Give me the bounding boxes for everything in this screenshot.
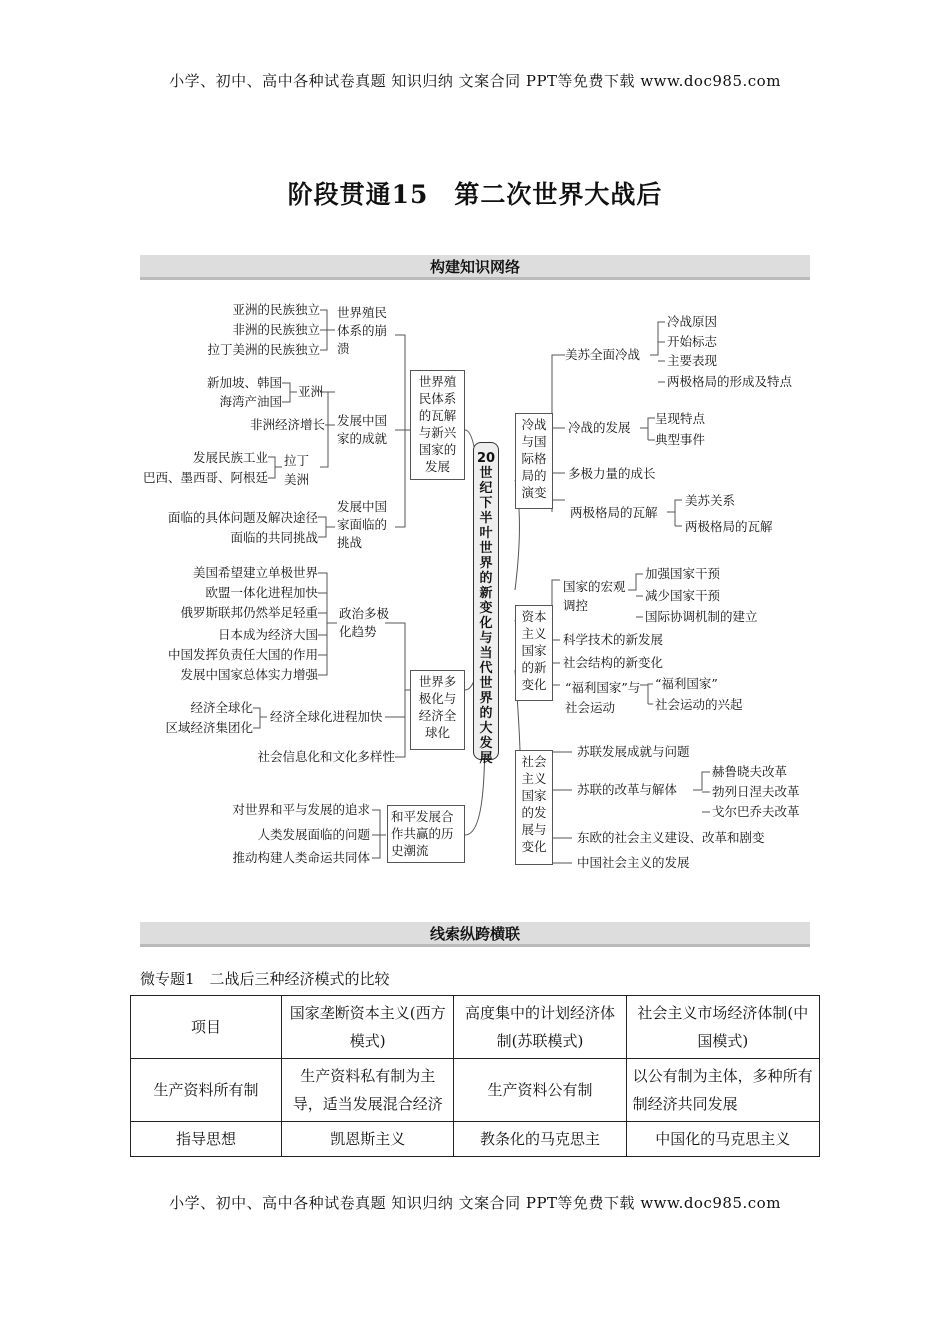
right-item: 典型事件: [655, 432, 706, 447]
right-sub: 美苏全面冷战: [565, 347, 641, 362]
left-item: 美国希望建立单极世界: [192, 565, 318, 580]
left-item: 人类发展面临的问题: [257, 827, 370, 842]
left-item: 巴西、墨西哥、阿根廷: [142, 470, 268, 485]
left-item: 社会信息化和文化多样性: [257, 749, 395, 764]
left-branch-multipolar: 世界多极化与经济全球化: [410, 670, 465, 750]
table-header-cell: 高度集中的计划经济体制(苏联模式): [454, 996, 626, 1059]
right-item: 开始标志: [667, 334, 718, 349]
right-sub: 两极格局的瓦解: [570, 505, 658, 520]
left-item: 非洲的民族独立: [232, 322, 320, 337]
left-item: 新加坡、韩国: [206, 375, 282, 390]
right-sub: 苏联发展成就与问题: [577, 744, 690, 759]
table-row: [131, 1059, 820, 1122]
left-item: 欧盟一体化进程加快: [205, 585, 318, 600]
table-cell: 生产资料公有制: [454, 1059, 626, 1122]
right-sub: 冷战的发展: [568, 420, 631, 435]
left-latam: 拉丁美洲: [284, 453, 310, 487]
table-cell: 指导思想: [131, 1122, 282, 1157]
left-branch-peace: 和平发展合作共赢的历史潮流: [387, 805, 465, 863]
right-sub: 苏联的改革与解体: [577, 782, 678, 797]
table-cell: 教条化的马克思主: [454, 1122, 626, 1157]
table-header-cell: 项目: [131, 996, 282, 1059]
right-branch-capitalism: 资本主义国家的新变化: [515, 605, 553, 701]
section-banner-links: 线索纵跨横联: [140, 922, 810, 947]
right-item: 戈尔巴乔夫改革: [712, 804, 800, 819]
left-item: 面临的具体问题及解决途径: [167, 510, 318, 525]
left-item: 区域经济集团化: [165, 720, 253, 735]
subtopic-title: 微专题1 二战后三种经济模式的比较: [140, 970, 390, 988]
right-item: 加强国家干预: [645, 566, 721, 581]
table-cell: 生产资料所有制: [131, 1059, 282, 1122]
left-sub-multipolar: 政治多极化趋势: [339, 606, 390, 639]
left-item: 中国发挥负责任大国的作用: [167, 647, 318, 662]
left-item: 经济全球化: [190, 700, 253, 715]
page-title: 阶段贯通15 第二次世界大战后: [287, 180, 663, 209]
left-item: 面临的共同挑战: [230, 530, 318, 545]
right-sub: 社会结构的新变化: [563, 655, 664, 670]
right-sub: 科学技术的新发展: [563, 632, 664, 647]
left-sub-achievement: 发展中国家的成就: [337, 413, 388, 446]
left-item: 日本成为经济大国: [217, 627, 318, 642]
left-sub-challenge: 发展中国家面临的挑战: [337, 499, 388, 550]
left-item: 俄罗斯联邦仍然举足轻重: [180, 605, 318, 620]
table-header-row: [131, 996, 820, 1059]
right-sub: 国家的宏观调控: [563, 579, 626, 613]
right-sub: “福利国家”与社会运动: [565, 680, 641, 715]
right-item: 冷战原因: [667, 314, 718, 329]
table-cell: 生产资料私有制为主导，适当发展混合经济: [282, 1059, 454, 1122]
left-item: 拉丁美洲的民族独立: [207, 342, 320, 357]
table-cell: 中国化的马克思主义: [626, 1122, 819, 1157]
right-item: 国际协调机制的建立: [645, 609, 758, 624]
section-banner-network: 构建知识网络: [140, 255, 810, 280]
right-item: 主要表现: [667, 353, 718, 368]
page-footer: 小学、初中、高中各种试卷真题 知识归纳 文案合同 PPT等免费下载 www.doc985.com: [169, 1194, 781, 1212]
right-sub: 东欧的社会主义建设、改革和剧变: [577, 830, 765, 845]
right-item: “福利国家”: [655, 676, 718, 691]
page-header: 小学、初中、高中各种试卷真题 知识归纳 文案合同 PPT等免费下载 www.doc985.com: [169, 72, 781, 90]
left-sub-globalization: 经济全球化进程加快: [270, 709, 383, 724]
table-row: [131, 1122, 820, 1157]
left-sub-collapse: 世界殖民体系的崩溃: [337, 305, 388, 356]
left-item: 发展中国家总体实力增强: [180, 667, 318, 682]
right-item: 美苏关系: [685, 493, 736, 508]
right-branch-socialism: 社会主义国家的发展与变化: [515, 750, 553, 865]
right-item: 社会运动的兴起: [655, 697, 743, 712]
right-item: 两极格局的瓦解: [685, 519, 773, 534]
table-cell: 凯恩斯主义: [282, 1122, 454, 1157]
right-item: 减少国家干预: [645, 588, 721, 603]
right-branch-coldwar: 冷战与国际格局的演变: [515, 413, 553, 509]
left-item: 海湾产油国: [219, 394, 282, 409]
comparison-table: [130, 995, 820, 1157]
right-item: 勃列日涅夫改革: [712, 784, 800, 799]
center-topic: 20世纪下半叶世界的新变化与当代世界的大发展: [473, 442, 499, 760]
left-item: 亚洲的民族独立: [232, 302, 320, 317]
left-item: 推动构建人类命运共同体: [232, 850, 370, 865]
left-item: 发展民族工业: [192, 450, 268, 465]
right-sub: 中国社会主义的发展: [577, 855, 690, 870]
left-item: 对世界和平与发展的追求: [232, 802, 370, 817]
right-item: 两极格局的形成及特点: [667, 374, 793, 389]
right-item: 呈现特点: [655, 411, 706, 426]
table-header-cell: 国家垄断资本主义(西方模式): [282, 996, 454, 1059]
right-item: 赫鲁晓夫改革: [712, 764, 788, 779]
right-sub: 多极力量的成长: [568, 466, 656, 481]
table-cell: 以公有制为主体，多种所有制经济共同发展: [626, 1059, 819, 1122]
left-asia: 亚洲: [298, 384, 324, 399]
left-branch-colonial: 世界殖民体系的瓦解与新兴国家的发展: [410, 370, 465, 480]
mind-map: [140, 290, 810, 890]
table-header-cell: 社会主义市场经济体制(中国模式): [626, 996, 819, 1059]
left-item: 非洲经济增长: [249, 417, 325, 432]
